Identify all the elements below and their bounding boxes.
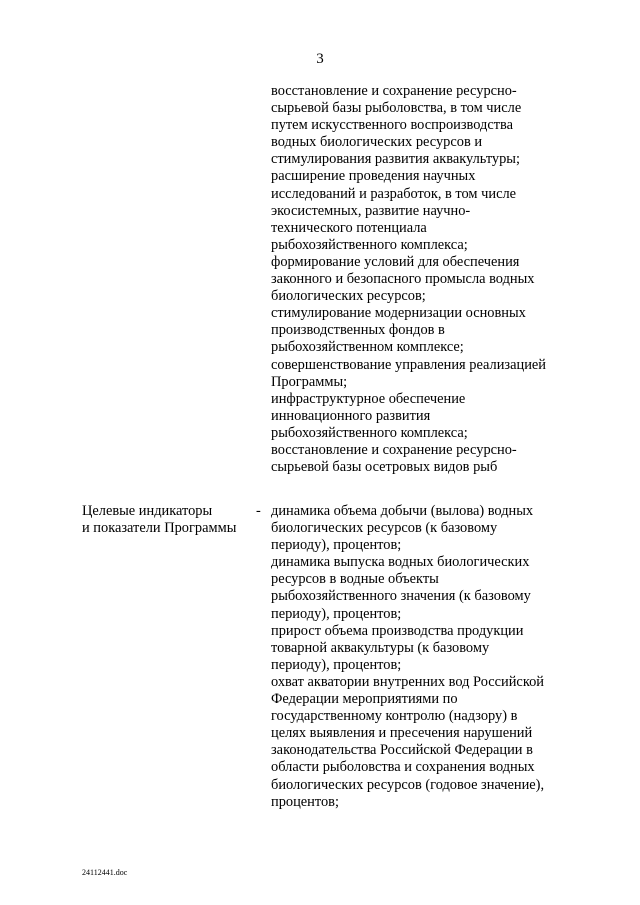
text-line: сырьевой базы рыболовства, в том числе [271,100,522,117]
text-line: стимулирование модернизации основных [271,305,526,322]
text-line: исследований и разработок, в том числе [271,185,517,202]
text-line: Федерации мероприятиями по [271,691,458,708]
label-line: Целевые индикаторы [82,503,213,519]
text-line: области рыболовства и сохранения водных [271,759,535,776]
targets-dash: - [256,503,261,519]
text-line: экосистемных, развитие научно- [271,202,471,219]
text-line: ресурсов в водные объекты [271,571,439,588]
text-line: сырьевой базы осетровых видов рыб [271,459,498,476]
targets-content [271,503,611,811]
targets-label [82,503,257,537]
text-line: прирост объема производства продукции [271,622,524,639]
text-line: стимулирования развития аквакультуры; [271,151,520,168]
program-tasks-continued [271,83,611,476]
text-line: законного и безопасного промысла водных [271,271,535,288]
text-line: формирование условий для обеспечения [271,253,520,270]
text-line: инновационного развития [271,407,431,424]
text-line: восстановление и сохранение ресурсно- [271,83,517,99]
text-line: биологических ресурсов (годовое значение), [271,776,545,793]
text-line: процентов; [271,793,339,810]
text-line: товарной аквакультуры (к базовому [271,639,490,656]
text-line: динамика выпуска водных биологических [271,554,530,571]
text-line: инфраструктурное обеспечение [271,390,466,407]
footer-filename: 24112441.doc [82,868,128,877]
text-line: путем искусственного воспроизводства [271,117,514,134]
label-line: и показатели Программы [82,520,237,537]
text-line: периоду), процентов; [271,537,402,554]
text-line: периоду), процентов; [271,605,402,622]
text-line: рыбохозяйственного комплекса; [271,424,468,441]
text-line: расширение проведения научных [271,168,476,185]
text-line: динамика объема добычи (вылова) водных [271,503,534,519]
page-number: 3 [316,51,324,67]
text-line: целях выявления и пресечения нарушений [271,725,533,742]
text-line: рыбохозяйственном комплексе; [271,339,464,356]
text-line: совершенствование управления реализацией [271,356,546,373]
text-line: государственному контролю (надзору) в [271,708,518,725]
text-line: рыбохозяйственного значения (к базовому [271,588,531,605]
text-line: биологических ресурсов; [271,288,426,305]
text-line: производственных фондов в [271,322,445,339]
text-line: рыбохозяйственного комплекса; [271,236,468,253]
text-line: законодательства Российской Федерации в [271,742,533,759]
text-line: охват акватории внутренних вод Российской [271,673,544,690]
text-line: периоду), процентов; [271,656,402,673]
text-line: биологических ресурсов (к базовому [271,520,498,537]
text-line: технического потенциала [271,219,427,236]
text-line: водных биологических ресурсов и [271,134,483,151]
text-line: Программы; [271,373,348,390]
text-line: восстановление и сохранение ресурсно- [271,441,517,458]
